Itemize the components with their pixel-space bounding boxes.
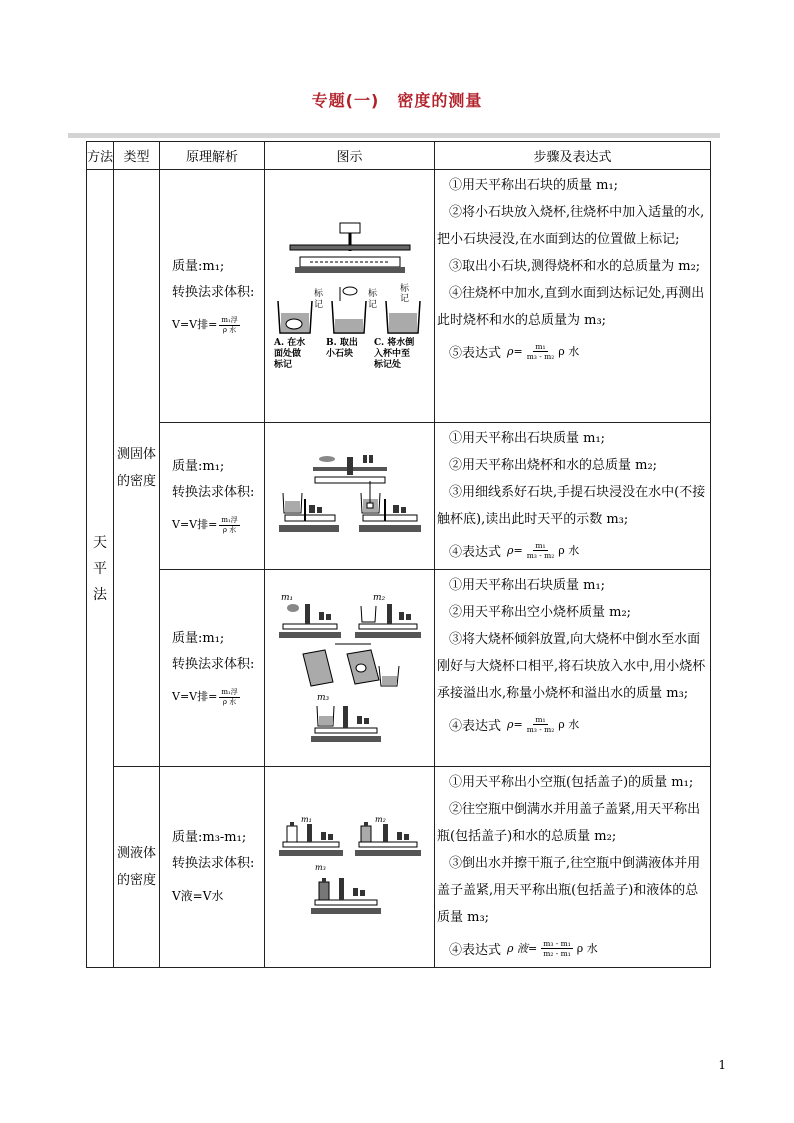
expr-num: m₁ <box>535 540 546 550</box>
page-number: 1 <box>718 1058 726 1072</box>
type-liquid-cell <box>114 767 160 968</box>
expr-tail: ρ 水 <box>558 718 580 731</box>
title-divider <box>68 133 720 138</box>
type-liquid-label: 测液体的密度 <box>116 846 156 888</box>
figure-cell <box>265 570 435 767</box>
rho-symbol: ρ= <box>507 344 523 358</box>
expression <box>437 931 708 965</box>
mass-text: 质量:m₁; <box>172 631 225 646</box>
table-row <box>87 767 711 968</box>
formula-den: ρ 水 <box>222 525 237 534</box>
expr-fraction <box>527 541 555 560</box>
overflow-cup-figure <box>275 588 425 748</box>
type-solid-label: 测固体的密度 <box>116 447 156 489</box>
mass-text: 质量:m₁; <box>172 259 225 274</box>
mark-label-a2: 记 <box>313 300 323 310</box>
fig-label-m1: m₁ <box>280 593 293 603</box>
caption-a3: 标记 <box>273 360 292 370</box>
table-row <box>87 423 711 570</box>
mark-label-c1: 标 <box>399 284 409 294</box>
principle-cell <box>160 423 265 570</box>
header-type: 类型 <box>114 142 160 170</box>
method-cell <box>87 170 114 968</box>
step-text: ④往烧杯中加水,直到水面到达标记处,再测出此时烧杯和水的总质量为 m₃; <box>437 286 705 328</box>
principle-cell <box>160 570 265 767</box>
title-right: 密度的测量 <box>397 91 483 110</box>
caption-c2: 入杯中至 <box>373 349 410 359</box>
principle-cell <box>160 767 265 968</box>
mark-label-b2: 记 <box>367 300 377 310</box>
expr-label: ④表达式 <box>449 942 502 958</box>
title-left: 专题(一) <box>311 91 380 110</box>
step-text: ②将小石块放入烧杯,往烧杯中加入适量的水,把小石块浸没,在水面到达的位置做上标记; <box>437 205 705 247</box>
expr-fraction <box>527 342 555 361</box>
figure-cell <box>265 767 435 968</box>
caption-a1: A. 在水 <box>273 338 305 348</box>
fig-label-m2: m₂ <box>372 593 385 603</box>
balance-suspended-figure <box>275 451 425 541</box>
caption-c3: 标记处 <box>373 360 401 370</box>
caption-b1: B. 取出 <box>325 338 358 348</box>
step-text: ③取出小石块,测得烧杯和水的总质量为 m₂; <box>449 259 701 274</box>
formula-fraction <box>219 688 239 707</box>
caption-b2: 小石块 <box>325 349 353 359</box>
formula-lhs: V=V排= <box>172 518 218 531</box>
formula-fraction <box>219 316 239 335</box>
bottle-balance-figure <box>275 812 425 922</box>
convert-text: 转换法求体积: <box>172 485 255 500</box>
expr-lhs: ρ 液= <box>507 942 538 955</box>
caption-c1: C. 将水倒 <box>373 338 414 348</box>
mass-text: 质量:m₃-m₁; <box>172 830 247 845</box>
mark-label-a1: 标 <box>313 289 323 299</box>
formula-lhs: V=V排= <box>172 690 218 703</box>
mark-label-b1: 标 <box>367 289 377 299</box>
volume-formula <box>172 512 264 538</box>
step-text: ③用细线系好石块,手提石块浸没在水中(不接触杯底),读出此时天平的示数 m₃; <box>437 485 706 527</box>
expr-tail: ρ 水 <box>558 345 580 358</box>
formula-den: ρ 水 <box>222 325 237 334</box>
table-header-row <box>87 142 711 170</box>
fig-label-m3: m₃ <box>316 693 329 703</box>
steps-cell <box>435 570 711 767</box>
steps-cell <box>435 170 711 423</box>
formula-den: ρ 水 <box>222 697 237 706</box>
step-text: ③将大烧杯倾斜放置,向大烧杯中倒水至水面刚好与大烧杯口相平,将石块放入水中,用小烧杯承接溢出水,称量小烧杯和溢出水的质量 m₃; <box>437 632 706 701</box>
step-text: ②往空瓶中倒满水并用盖子盖紧,用天平称出瓶(包括盖子)和水的总质量 m₂; <box>437 802 701 844</box>
volume-formula <box>172 684 264 710</box>
steps-cell <box>435 423 711 570</box>
expr-label: ⑤表达式 <box>449 345 502 361</box>
header-method: 方法 <box>87 142 114 170</box>
convert-text: 转换法求体积: <box>172 657 255 672</box>
rho-symbol: ρ= <box>507 717 523 731</box>
expression <box>437 334 708 368</box>
method-label: 天平法 <box>93 534 107 603</box>
fig-label-m2: m₂ <box>374 815 386 824</box>
table-row <box>87 170 711 423</box>
expr-num: m₁ <box>535 341 546 351</box>
expr-label: ④表达式 <box>449 544 502 560</box>
fig-label-m1: m₁ <box>300 815 312 824</box>
convert-text: 转换法求体积: <box>172 856 255 871</box>
expr-fraction <box>527 715 555 734</box>
rho-symbol: ρ= <box>507 543 523 557</box>
step-text: ①用天平称出石块质量 m₁; <box>449 431 606 446</box>
expr-num: m₁ <box>535 714 546 724</box>
steps-cell <box>435 767 711 968</box>
figure-cell <box>265 170 435 423</box>
expr-fraction <box>541 939 573 958</box>
step-text: ①用天平称出小空瓶(包括盖子)的质量 m₁; <box>449 775 694 790</box>
type-solid-cell <box>114 170 160 767</box>
expr-tail: ρ 水 <box>576 942 598 955</box>
formula-fraction <box>219 516 239 535</box>
expr-den: m₃ - m₂ <box>526 351 555 361</box>
balance-beaker-figure <box>270 221 430 371</box>
step-text: ③倒出水并擦干瓶子,往空瓶中倒满液体并用盖子盖紧,用天平称出瓶(包括盖子)和液体的总质量 m₃; <box>437 856 701 925</box>
header-principle: 原理解析 <box>160 142 265 170</box>
formula-num: m₁浮 <box>221 515 238 524</box>
header-steps: 步骤及表达式 <box>435 142 711 170</box>
formula-lhs: V=V排= <box>172 318 218 331</box>
expr-num: m₃ - m₁ <box>543 938 571 948</box>
step-text: ②用天平称出空小烧杯质量 m₂; <box>449 605 632 620</box>
expr-den: m₃ - m₂ <box>526 724 555 734</box>
fig-label-m3: m₃ <box>314 863 326 872</box>
formula-num: m₁浮 <box>221 315 238 324</box>
table-row <box>87 570 711 767</box>
volume-formula: V液=V水 <box>172 889 224 903</box>
step-text: ①用天平称出石块质量 m₁; <box>449 578 606 593</box>
figure-cell <box>265 423 435 570</box>
convert-text: 转换法求体积: <box>172 285 255 300</box>
expr-den: m₃ - m₂ <box>526 550 555 560</box>
step-text: ②用天平称出烧杯和水的总质量 m₂; <box>449 458 658 473</box>
expression <box>437 707 708 741</box>
volume-formula <box>172 312 264 338</box>
expr-tail: ρ 水 <box>558 544 580 557</box>
step-text: ①用天平称出石块的质量 m₁; <box>449 178 619 193</box>
mark-label-c2: 记 <box>399 294 409 304</box>
caption-a2: 面处做 <box>273 349 301 359</box>
principle-cell <box>160 170 265 423</box>
mass-text: 质量:m₁; <box>172 459 225 474</box>
expr-label: ④表达式 <box>449 718 502 734</box>
method-table <box>86 141 711 968</box>
page-title <box>0 88 794 111</box>
header-figure: 图示 <box>265 142 435 170</box>
expression <box>437 533 708 567</box>
expr-den: m₂ - m₁ <box>543 948 571 958</box>
formula-num: m₁浮 <box>221 687 238 696</box>
